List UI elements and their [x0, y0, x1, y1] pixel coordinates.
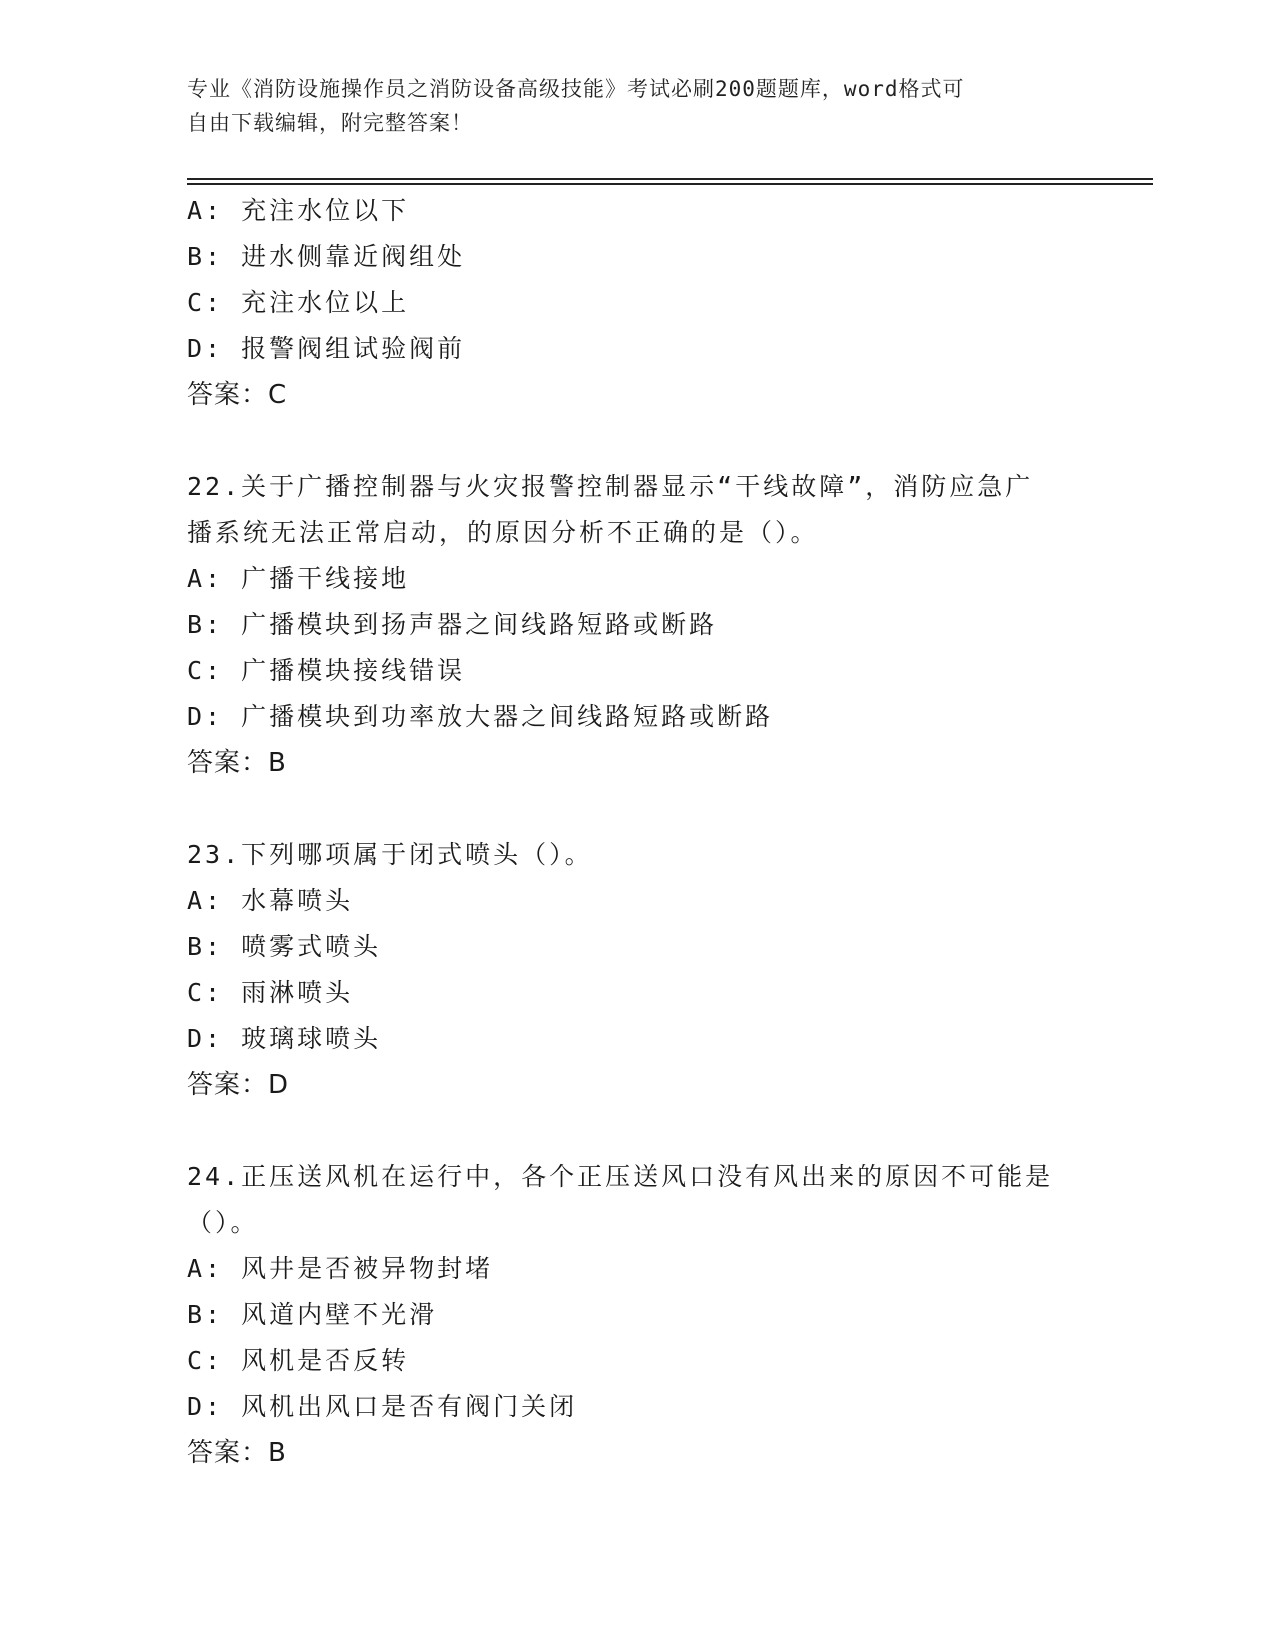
option-c: C: 雨淋喷头 [187, 978, 354, 1007]
answer-line: 答案：B [187, 1438, 287, 1468]
option-d: D: 报警阀组试验阀前 [187, 334, 466, 363]
spacer [187, 786, 1087, 832]
option-d: D: 风机出风口是否有阀门关闭 [187, 1392, 578, 1421]
question-block-23 [187, 832, 1087, 1108]
question-text-line-2: （）。 [187, 1208, 259, 1237]
option-c: C: 广播模块接线错误 [187, 656, 466, 685]
answer-line: 答案：C [187, 380, 288, 410]
header-rule-bottom [187, 183, 1153, 185]
question-block-22 [187, 464, 1087, 786]
option-a: A: 风井是否被异物封堵 [187, 1254, 494, 1283]
option-b: B: 进水侧靠近阀组处 [187, 242, 466, 271]
question-text-line-1: 24.正压送风机在运行中，各个正压送风口没有风出来的原因不可能是 [187, 1162, 1054, 1191]
question-text-line-2: 播系统无法正常启动，的原因分析不正确的是（）。 [187, 518, 819, 547]
question-text-line-1: 22.关于广播控制器与火灾报警控制器显示“干线故障”，消防应急广 [187, 472, 1034, 501]
header-rule-top [187, 178, 1153, 180]
spacer [187, 418, 1087, 464]
document-header [187, 72, 1087, 140]
option-c: C: 充注水位以上 [187, 288, 410, 317]
option-d: D: 广播模块到功率放大器之间线路短路或断路 [187, 702, 774, 731]
question-list [187, 188, 1087, 1476]
option-c: C: 风机是否反转 [187, 1346, 410, 1375]
spacer [187, 1108, 1087, 1154]
option-d: D: 玻璃球喷头 [187, 1024, 382, 1053]
answer-line: 答案：D [187, 1070, 290, 1100]
option-a: A: 水幕喷头 [187, 886, 354, 915]
header-line-1: 专业《消防设施操作员之消防设备高级技能》考试必刷200题题库，word格式可 [187, 77, 965, 101]
answer-line: 答案：B [187, 748, 287, 778]
option-b: B: 喷雾式喷头 [187, 932, 382, 961]
option-b: B: 风道内壁不光滑 [187, 1300, 438, 1329]
question-text-line-1: 23.下列哪项属于闭式喷头（）。 [187, 840, 593, 869]
header-line-2: 自由下载编辑，附完整答案！ [187, 111, 473, 135]
option-a: A: 广播干线接地 [187, 564, 410, 593]
question-block-21 [187, 188, 1087, 418]
question-block-24 [187, 1154, 1087, 1476]
option-b: B: 广播模块到扬声器之间线路短路或断路 [187, 610, 718, 639]
option-a: A: 充注水位以下 [187, 196, 410, 225]
